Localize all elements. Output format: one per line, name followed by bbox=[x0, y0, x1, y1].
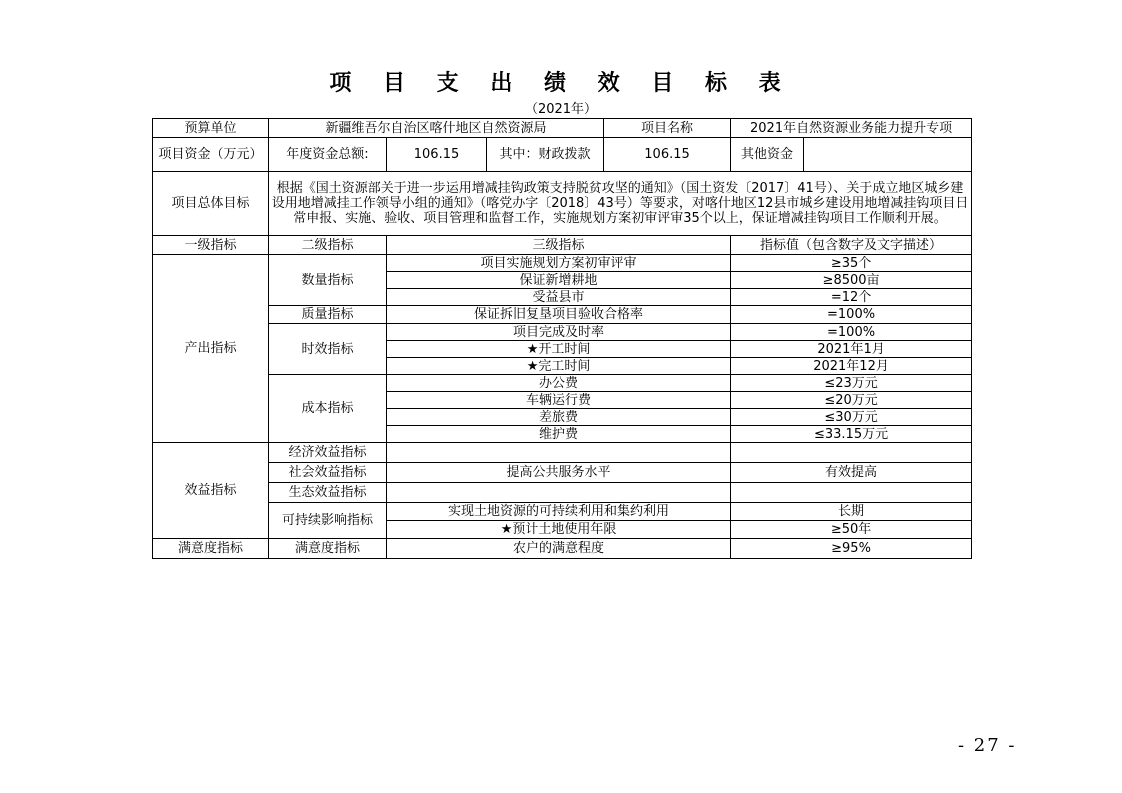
indicator-value: ≤30万元 bbox=[731, 409, 972, 426]
table-row bbox=[153, 503, 972, 521]
indicator-value: 2021年12月 bbox=[731, 358, 972, 375]
table-row bbox=[153, 443, 972, 463]
indicator-value: ≤33.15万元 bbox=[731, 426, 972, 443]
subgroup-satisfaction: 满意度指标 bbox=[269, 539, 387, 559]
fiscal-funds-label: 其中：财政拨款 bbox=[487, 138, 604, 172]
subgroup-social: 社会效益指标 bbox=[269, 463, 387, 483]
indicator-value: ≥95% bbox=[731, 539, 972, 559]
indicator-value: ≤23万元 bbox=[731, 375, 972, 392]
col-level2: 二级指标 bbox=[269, 236, 387, 255]
fiscal-funds-value: 106.15 bbox=[604, 138, 731, 172]
indicator-value: ≥8500亩 bbox=[731, 272, 972, 289]
col-value: 指标值（包含数字及文字描述） bbox=[731, 236, 972, 255]
subgroup-timeliness: 时效指标 bbox=[269, 324, 387, 375]
indicator-name: ★完工时间 bbox=[387, 358, 731, 375]
performance-table bbox=[152, 118, 972, 559]
indicator-value: =100% bbox=[731, 324, 972, 341]
group-satisfaction: 满意度指标 bbox=[153, 539, 269, 559]
goal-row bbox=[153, 172, 972, 236]
year-subtitle: （2021年） bbox=[524, 102, 598, 117]
annual-total-value: 106.15 bbox=[387, 138, 487, 172]
subgroup-quantity: 数量指标 bbox=[269, 255, 387, 306]
table-row bbox=[153, 483, 972, 503]
indicator-value: ≥50年 bbox=[731, 521, 972, 539]
table-row bbox=[153, 255, 972, 272]
indicator-name: 受益县市 bbox=[387, 289, 731, 306]
table-row bbox=[153, 375, 972, 392]
header-row bbox=[153, 119, 972, 138]
indicator-name: 实现土地资源的可持续利用和集约利用 bbox=[387, 503, 731, 521]
subgroup-sustainable: 可持续影响指标 bbox=[269, 503, 387, 539]
subgroup-ecological: 生态效益指标 bbox=[269, 483, 387, 503]
page-number: - 27 - bbox=[958, 735, 1017, 756]
funds-row bbox=[153, 138, 972, 172]
indicator-name: ★预计土地使用年限 bbox=[387, 521, 731, 539]
subgroup-economic: 经济效益指标 bbox=[269, 443, 387, 463]
goal-text: 根据《国土资源部关于进一步运用增减挂钩政策支持脱贫攻坚的通知》（国土资发〔2017〕41号）、关于成立地区城乡建设用地增减挂工作领导小组的通知》（喀党办字〔2018〕43号）等要求，对喀什地区12县市城乡建设用地增减挂钩项目日常申报、实施、验收、项目管理和监督工作，实施规划方案初审评审35个以上，保证增减挂钩项目工作顺利开展。 bbox=[269, 172, 972, 236]
indicator-value bbox=[731, 443, 972, 463]
indicator-value: 有效提高 bbox=[731, 463, 972, 483]
column-header-row bbox=[153, 236, 972, 255]
indicator-name: 保证拆旧复垦项目验收合格率 bbox=[387, 306, 731, 324]
indicator-value: 长期 bbox=[731, 503, 972, 521]
annual-total-label: 年度资金总额: bbox=[269, 138, 387, 172]
indicator-name: 项目完成及时率 bbox=[387, 324, 731, 341]
indicator-value: 2021年1月 bbox=[731, 341, 972, 358]
indicator-value: =12个 bbox=[731, 289, 972, 306]
indicator-value: =100% bbox=[731, 306, 972, 324]
indicator-name bbox=[387, 483, 731, 503]
indicator-name bbox=[387, 443, 731, 463]
indicator-value: ≤20万元 bbox=[731, 392, 972, 409]
page-title: 项 目 支 出 绩 效 目 标 表 bbox=[329, 71, 793, 96]
table-row bbox=[153, 463, 972, 483]
group-benefit: 效益指标 bbox=[153, 443, 269, 539]
other-funds-label: 其他资金 bbox=[731, 138, 804, 172]
indicator-name: 项目实施规划方案初审评审 bbox=[387, 255, 731, 272]
budget-unit-value: 新疆维吾尔自治区喀什地区自然资源局 bbox=[269, 119, 604, 138]
table-row bbox=[153, 306, 972, 324]
col-level1: 一级指标 bbox=[153, 236, 269, 255]
project-name-value: 2021年自然资源业务能力提升专项 bbox=[731, 119, 972, 138]
subgroup-quality: 质量指标 bbox=[269, 306, 387, 324]
goal-label: 项目总体目标 bbox=[153, 172, 269, 236]
other-funds-value bbox=[804, 138, 972, 172]
indicator-name: 提高公共服务水平 bbox=[387, 463, 731, 483]
indicator-name: 车辆运行费 bbox=[387, 392, 731, 409]
indicator-name: 办公费 bbox=[387, 375, 731, 392]
table-row bbox=[153, 539, 972, 559]
indicator-name: ★开工时间 bbox=[387, 341, 731, 358]
group-output: 产出指标 bbox=[153, 255, 269, 443]
col-level3: 三级指标 bbox=[387, 236, 731, 255]
table-row bbox=[153, 324, 972, 341]
indicator-name: 农户的满意程度 bbox=[387, 539, 731, 559]
indicator-name: 维护费 bbox=[387, 426, 731, 443]
indicator-value: ≥35个 bbox=[731, 255, 972, 272]
indicator-name: 差旅费 bbox=[387, 409, 731, 426]
funds-label: 项目资金（万元） bbox=[153, 138, 269, 172]
project-name-label: 项目名称 bbox=[604, 119, 731, 138]
indicator-name: 保证新增耕地 bbox=[387, 272, 731, 289]
subgroup-cost: 成本指标 bbox=[269, 375, 387, 443]
indicator-value bbox=[731, 483, 972, 503]
budget-unit-label: 预算单位 bbox=[153, 119, 269, 138]
